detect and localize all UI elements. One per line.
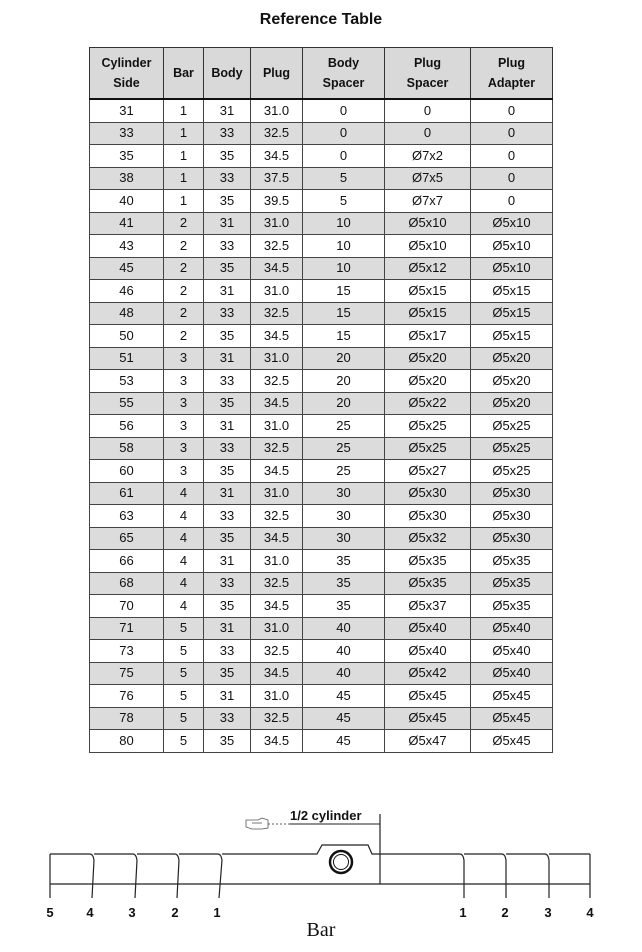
table-cell: 33 bbox=[204, 572, 251, 595]
table-row bbox=[90, 617, 553, 640]
column-header bbox=[385, 48, 471, 100]
table-cell: 34.5 bbox=[251, 257, 303, 280]
table-cell: 0 bbox=[385, 122, 471, 145]
table-cell: 71 bbox=[90, 617, 164, 640]
table-cell: 4 bbox=[164, 572, 204, 595]
table-cell: 33 bbox=[204, 370, 251, 393]
table-cell: 0 bbox=[303, 145, 385, 168]
column-header-line: Cylinder bbox=[101, 56, 152, 70]
table-cell: 35 bbox=[204, 392, 251, 415]
table-cell: 31 bbox=[204, 482, 251, 505]
table-cell: Ø5x10 bbox=[471, 257, 553, 280]
table-cell: Ø5x25 bbox=[471, 460, 553, 483]
table-cell: 31.0 bbox=[251, 617, 303, 640]
table-cell: 20 bbox=[303, 370, 385, 393]
table-cell: Ø5x35 bbox=[385, 572, 471, 595]
table-row bbox=[90, 505, 553, 528]
table-row bbox=[90, 235, 553, 258]
table-cell: 4 bbox=[164, 527, 204, 550]
table-row bbox=[90, 707, 553, 730]
table-cell: Ø5x47 bbox=[385, 730, 471, 753]
table-cell: 5 bbox=[164, 617, 204, 640]
column-header-line: Bar bbox=[173, 66, 194, 80]
table-cell: 32.5 bbox=[251, 302, 303, 325]
table-cell: 10 bbox=[303, 257, 385, 280]
table-cell: 40 bbox=[90, 190, 164, 213]
table-cell: 2 bbox=[164, 302, 204, 325]
table-cell: 75 bbox=[90, 662, 164, 685]
table-cell: 70 bbox=[90, 595, 164, 618]
bar-label: Bar bbox=[306, 919, 336, 941]
table-row bbox=[90, 370, 553, 393]
table-cell: Ø5x40 bbox=[471, 662, 553, 685]
table-cell: Ø5x25 bbox=[471, 437, 553, 460]
bar-tick-label: 2 bbox=[171, 905, 179, 920]
table-cell: 1 bbox=[164, 167, 204, 190]
bar-tick-label: 3 bbox=[544, 905, 552, 920]
table-cell: 2 bbox=[164, 257, 204, 280]
table-cell: Ø5x30 bbox=[385, 482, 471, 505]
table-row bbox=[90, 257, 553, 280]
column-header-line: Body bbox=[327, 56, 360, 70]
table-cell: 4 bbox=[164, 505, 204, 528]
table-cell: 32.5 bbox=[251, 505, 303, 528]
table-cell: 31.0 bbox=[251, 415, 303, 438]
page-title: Reference Table bbox=[259, 11, 383, 28]
table-cell: 34.5 bbox=[251, 662, 303, 685]
table-cell: 46 bbox=[90, 280, 164, 303]
table-cell: Ø5x35 bbox=[385, 550, 471, 573]
table-cell: 3 bbox=[164, 437, 204, 460]
table-cell: 38 bbox=[90, 167, 164, 190]
column-header bbox=[164, 48, 204, 100]
table-cell: 40 bbox=[303, 617, 385, 640]
table-cell: 55 bbox=[90, 392, 164, 415]
bar-tick-label: 1 bbox=[459, 905, 467, 920]
table-cell: 35 bbox=[303, 595, 385, 618]
table-cell: 31 bbox=[90, 99, 164, 122]
table-cell: 51 bbox=[90, 347, 164, 370]
table-cell: 37.5 bbox=[251, 167, 303, 190]
table-cell: 34.5 bbox=[251, 325, 303, 348]
column-header-line: Spacer bbox=[322, 76, 365, 90]
table-cell: 0 bbox=[303, 99, 385, 122]
table-cell: 10 bbox=[303, 235, 385, 258]
table-cell: Ø5x15 bbox=[471, 325, 553, 348]
table-cell: Ø5x40 bbox=[385, 617, 471, 640]
table-row bbox=[90, 662, 553, 685]
table-row bbox=[90, 572, 553, 595]
table-cell: 35 bbox=[303, 572, 385, 595]
table-row bbox=[90, 730, 553, 753]
table-cell: 31.0 bbox=[251, 482, 303, 505]
bar-diagram bbox=[0, 790, 642, 952]
table-cell: Ø5x10 bbox=[385, 235, 471, 258]
table-cell: 3 bbox=[164, 460, 204, 483]
table-cell: Ø5x30 bbox=[385, 505, 471, 528]
table-cell: 0 bbox=[471, 122, 553, 145]
table-cell: 31 bbox=[204, 99, 251, 122]
table-cell: 0 bbox=[303, 122, 385, 145]
table-cell: Ø5x32 bbox=[385, 527, 471, 550]
table-cell: Ø5x30 bbox=[471, 505, 553, 528]
table-cell: 20 bbox=[303, 347, 385, 370]
table-cell: Ø5x27 bbox=[385, 460, 471, 483]
table-cell: 35 bbox=[204, 527, 251, 550]
table-cell: Ø7x5 bbox=[385, 167, 471, 190]
callout-label: 1/2 cylinder bbox=[290, 808, 362, 823]
table-cell: 50 bbox=[90, 325, 164, 348]
table-cell: 32.5 bbox=[251, 640, 303, 663]
column-header-line: Plug bbox=[497, 56, 526, 70]
table-cell: 35 bbox=[204, 145, 251, 168]
table-cell: 31 bbox=[204, 347, 251, 370]
table-cell: 5 bbox=[164, 662, 204, 685]
table-cell: 4 bbox=[164, 482, 204, 505]
table-cell: Ø5x35 bbox=[471, 550, 553, 573]
table-cell: 32.5 bbox=[251, 235, 303, 258]
table-cell: 0 bbox=[471, 145, 553, 168]
table-cell: Ø5x25 bbox=[385, 437, 471, 460]
table-cell: Ø5x45 bbox=[471, 707, 553, 730]
table-row bbox=[90, 325, 553, 348]
table-cell: 31 bbox=[204, 280, 251, 303]
table-row bbox=[90, 640, 553, 663]
column-header bbox=[90, 48, 164, 100]
table-cell: Ø5x20 bbox=[385, 347, 471, 370]
table-cell: 35 bbox=[303, 550, 385, 573]
table-cell: 45 bbox=[90, 257, 164, 280]
table-cell: Ø5x45 bbox=[385, 685, 471, 708]
table-cell: 5 bbox=[303, 190, 385, 213]
table-row bbox=[90, 527, 553, 550]
column-header-line: Plug bbox=[262, 66, 291, 80]
table-cell: Ø5x17 bbox=[385, 325, 471, 348]
table-cell: 39.5 bbox=[251, 190, 303, 213]
table-cell: Ø7x2 bbox=[385, 145, 471, 168]
table-cell: Ø5x15 bbox=[385, 280, 471, 303]
table-cell: Ø5x22 bbox=[385, 392, 471, 415]
table-cell: 10 bbox=[303, 212, 385, 235]
table-cell: 31 bbox=[204, 550, 251, 573]
table-cell: 53 bbox=[90, 370, 164, 393]
table-cell: Ø5x25 bbox=[471, 415, 553, 438]
table-cell: 33 bbox=[90, 122, 164, 145]
table-row bbox=[90, 460, 553, 483]
table-cell: 0 bbox=[385, 99, 471, 122]
table-cell: Ø5x45 bbox=[471, 685, 553, 708]
bar-tick-label: 4 bbox=[586, 905, 594, 920]
column-header-line: Body bbox=[211, 66, 243, 80]
table-cell: 2 bbox=[164, 325, 204, 348]
table-cell: 2 bbox=[164, 212, 204, 235]
table-cell: 45 bbox=[303, 730, 385, 753]
table-cell: 1 bbox=[164, 145, 204, 168]
table-cell: 30 bbox=[303, 505, 385, 528]
bar-tick-label: 2 bbox=[501, 905, 509, 920]
table-cell: 2 bbox=[164, 235, 204, 258]
table-row bbox=[90, 685, 553, 708]
table-cell: 40 bbox=[303, 662, 385, 685]
bar-tick-label: 1 bbox=[213, 905, 221, 920]
table-body bbox=[90, 99, 553, 752]
table-cell: Ø5x35 bbox=[471, 572, 553, 595]
table-cell: Ø5x12 bbox=[385, 257, 471, 280]
table-cell: 35 bbox=[204, 257, 251, 280]
table-cell: 60 bbox=[90, 460, 164, 483]
table-cell: 56 bbox=[90, 415, 164, 438]
pointing-hand-icon bbox=[246, 818, 268, 829]
table-cell: 3 bbox=[164, 370, 204, 393]
table-row bbox=[90, 595, 553, 618]
table-cell: 31.0 bbox=[251, 347, 303, 370]
table-cell: 20 bbox=[303, 392, 385, 415]
table-cell: Ø5x15 bbox=[471, 302, 553, 325]
table-row bbox=[90, 190, 553, 213]
bar-tick-label: 4 bbox=[86, 905, 94, 920]
table-cell: 33 bbox=[204, 167, 251, 190]
table-header-row bbox=[90, 48, 553, 100]
table-cell: 0 bbox=[471, 167, 553, 190]
table-cell: 5 bbox=[164, 707, 204, 730]
table-cell: 31.0 bbox=[251, 280, 303, 303]
table-row bbox=[90, 437, 553, 460]
table-cell: Ø5x15 bbox=[385, 302, 471, 325]
table-cell: 31 bbox=[204, 212, 251, 235]
table-cell: 4 bbox=[164, 595, 204, 618]
table-cell: 34.5 bbox=[251, 145, 303, 168]
table-cell: 43 bbox=[90, 235, 164, 258]
table-cell: 33 bbox=[204, 640, 251, 663]
table-cell: 31.0 bbox=[251, 685, 303, 708]
column-header bbox=[251, 48, 303, 100]
column-header-line: Side bbox=[113, 76, 140, 90]
table-cell: 15 bbox=[303, 302, 385, 325]
table-cell: Ø5x30 bbox=[471, 482, 553, 505]
table-cell: 31 bbox=[204, 685, 251, 708]
column-header bbox=[303, 48, 385, 100]
bar-tick-label: 5 bbox=[46, 905, 54, 920]
table-cell: 34.5 bbox=[251, 595, 303, 618]
table-cell: 2 bbox=[164, 280, 204, 303]
table-cell: 35 bbox=[90, 145, 164, 168]
table-cell: 34.5 bbox=[251, 392, 303, 415]
table-cell: 66 bbox=[90, 550, 164, 573]
table-cell: 48 bbox=[90, 302, 164, 325]
table-cell: 32.5 bbox=[251, 707, 303, 730]
table-cell: 45 bbox=[303, 707, 385, 730]
table-cell: 25 bbox=[303, 415, 385, 438]
table-cell: 32.5 bbox=[251, 122, 303, 145]
table-cell: Ø5x35 bbox=[471, 595, 553, 618]
table-cell: 35 bbox=[204, 460, 251, 483]
table-cell: 63 bbox=[90, 505, 164, 528]
table-cell: Ø5x37 bbox=[385, 595, 471, 618]
column-header bbox=[471, 48, 553, 100]
column-header-line: Spacer bbox=[406, 76, 449, 90]
table-row bbox=[90, 167, 553, 190]
table-cell: 0 bbox=[471, 99, 553, 122]
table-cell: 31 bbox=[204, 415, 251, 438]
table-cell: Ø5x40 bbox=[471, 617, 553, 640]
table-cell: Ø5x20 bbox=[471, 370, 553, 393]
table-row bbox=[90, 347, 553, 370]
table-cell: 35 bbox=[204, 595, 251, 618]
table-cell: 33 bbox=[204, 707, 251, 730]
table-cell: 35 bbox=[204, 730, 251, 753]
table-cell: 30 bbox=[303, 482, 385, 505]
table-cell: 33 bbox=[204, 235, 251, 258]
table-cell: 34.5 bbox=[251, 460, 303, 483]
table-cell: Ø5x10 bbox=[385, 212, 471, 235]
table-row bbox=[90, 212, 553, 235]
table-cell: 76 bbox=[90, 685, 164, 708]
table-cell: 40 bbox=[303, 640, 385, 663]
table-row bbox=[90, 415, 553, 438]
table-cell: 78 bbox=[90, 707, 164, 730]
table-cell: 15 bbox=[303, 280, 385, 303]
table-row bbox=[90, 99, 553, 122]
table-cell: 33 bbox=[204, 302, 251, 325]
table-cell: 3 bbox=[164, 415, 204, 438]
table-cell: 4 bbox=[164, 550, 204, 573]
table-cell: 1 bbox=[164, 99, 204, 122]
table-cell: 1 bbox=[164, 190, 204, 213]
table-cell: Ø5x30 bbox=[471, 527, 553, 550]
table-cell: Ø5x42 bbox=[385, 662, 471, 685]
column-header-line: Adapter bbox=[487, 76, 536, 90]
table-cell: Ø5x20 bbox=[471, 392, 553, 415]
table-cell: 25 bbox=[303, 460, 385, 483]
column-header bbox=[204, 48, 251, 100]
table-cell: 73 bbox=[90, 640, 164, 663]
table-cell: 33 bbox=[204, 437, 251, 460]
table-cell: 61 bbox=[90, 482, 164, 505]
table-cell: 31.0 bbox=[251, 99, 303, 122]
table-cell: Ø5x10 bbox=[471, 235, 553, 258]
table-cell: 31 bbox=[204, 617, 251, 640]
table-cell: Ø5x20 bbox=[471, 347, 553, 370]
table-cell: 3 bbox=[164, 347, 204, 370]
table-cell: 5 bbox=[164, 640, 204, 663]
table-cell: Ø7x7 bbox=[385, 190, 471, 213]
table-cell: 25 bbox=[303, 437, 385, 460]
table-cell: 33 bbox=[204, 505, 251, 528]
table-cell: 80 bbox=[90, 730, 164, 753]
table-cell: Ø5x45 bbox=[385, 707, 471, 730]
table-row bbox=[90, 550, 553, 573]
table-cell: 58 bbox=[90, 437, 164, 460]
column-header-line: Plug bbox=[413, 56, 442, 70]
table-cell: 45 bbox=[303, 685, 385, 708]
table-cell: 15 bbox=[303, 325, 385, 348]
table-cell: 34.5 bbox=[251, 730, 303, 753]
table-cell: Ø5x40 bbox=[471, 640, 553, 663]
table-cell: 68 bbox=[90, 572, 164, 595]
table-cell: 35 bbox=[204, 325, 251, 348]
table-cell: 31.0 bbox=[251, 550, 303, 573]
table-cell: 0 bbox=[471, 190, 553, 213]
bar-tick-label: 3 bbox=[128, 905, 136, 920]
table-row bbox=[90, 392, 553, 415]
table-cell: 65 bbox=[90, 527, 164, 550]
table-cell: 41 bbox=[90, 212, 164, 235]
table-cell: 5 bbox=[164, 730, 204, 753]
table-cell: 32.5 bbox=[251, 572, 303, 595]
table-cell: Ø5x15 bbox=[471, 280, 553, 303]
table-cell: 5 bbox=[303, 167, 385, 190]
table-cell: 34.5 bbox=[251, 527, 303, 550]
table-cell: 35 bbox=[204, 190, 251, 213]
table-cell: Ø5x10 bbox=[471, 212, 553, 235]
table-row bbox=[90, 122, 553, 145]
table-row bbox=[90, 280, 553, 303]
table-cell: 5 bbox=[164, 685, 204, 708]
table-cell: 31.0 bbox=[251, 212, 303, 235]
table-cell: Ø5x40 bbox=[385, 640, 471, 663]
table-row bbox=[90, 302, 553, 325]
table-cell: 32.5 bbox=[251, 437, 303, 460]
table-row bbox=[90, 145, 553, 168]
table-cell: 1 bbox=[164, 122, 204, 145]
table-cell: 35 bbox=[204, 662, 251, 685]
table-cell: 32.5 bbox=[251, 370, 303, 393]
table-row bbox=[90, 482, 553, 505]
table-cell: Ø5x45 bbox=[471, 730, 553, 753]
table-cell: Ø5x20 bbox=[385, 370, 471, 393]
table-cell: 30 bbox=[303, 527, 385, 550]
reference-table bbox=[89, 47, 553, 753]
table-cell: 33 bbox=[204, 122, 251, 145]
table-cell: 3 bbox=[164, 392, 204, 415]
table-cell: Ø5x25 bbox=[385, 415, 471, 438]
